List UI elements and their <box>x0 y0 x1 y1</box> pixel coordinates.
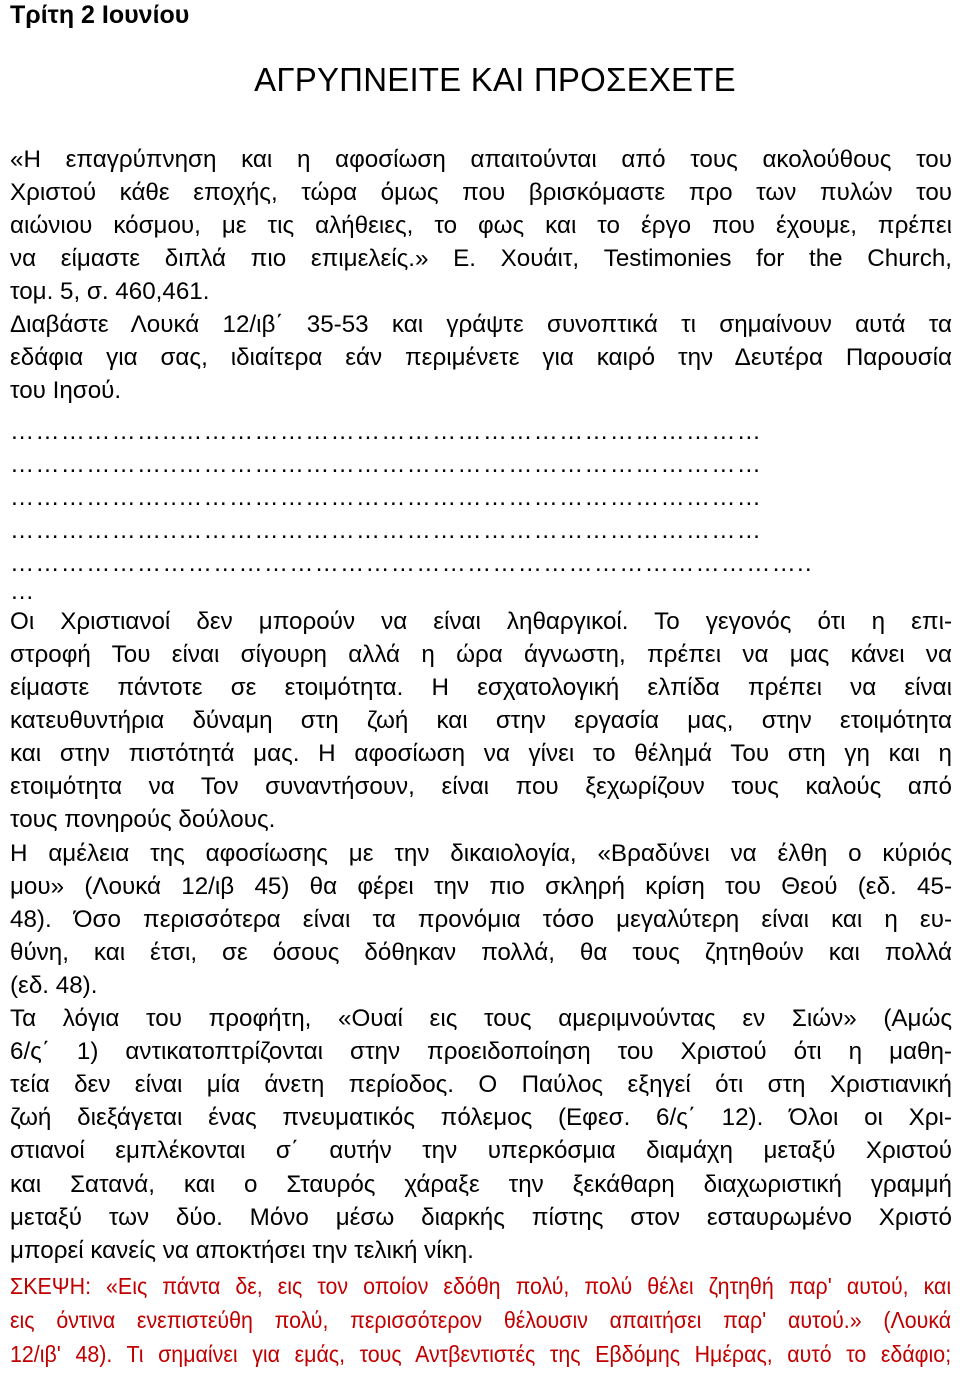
thought-line: ΣΚΕΨΗ: «Εις πάντα δε, εις τον οποίον εδόθη πολύ, πολύ θέλει ζητηθή παρ' αυτού, και <box>10 1273 952 1299</box>
answer-line[interactable]: … <box>10 578 36 605</box>
task-line: Διαβάστε Λουκά 12/ιβ΄ 35-53 και γράψτε συνοπτικά τι σημαίνουν αυτά τα <box>10 311 952 338</box>
body-line: Οι Χριστιανοί δεν μπορούν να είναι ληθαργικοί. Το γεγονός ότι η επι- <box>10 608 952 635</box>
answer-line[interactable]: ………………..…………………………………………………………… <box>10 451 763 478</box>
thought-line: 12/ιβ' 48). Τι σημαίνει για εμάς, τους Αντβεντιστές της Εβδόμης Ημέρας, αυτό το εδάφιο; <box>10 1341 952 1367</box>
body-line: τους πονηρούς δούλους. <box>10 806 276 833</box>
answer-line[interactable]: ………………..…………………………………………………………… <box>10 484 763 511</box>
page-title: ΑΓΡΥΠΝΕΙΤΕ ΚΑΙ ΠΡΟΣΕΧΕΤΕ <box>254 61 736 98</box>
body-line: μεταξύ των δύο. Μόνο μέσω διαρκής πίστης στον εσταυρωμένο Χριστό <box>10 1204 952 1231</box>
body-line: στιανοί εμπλέκονται σ΄ αυτήν την υπερκόσμια διαμάχη μεταξύ Χριστού <box>10 1137 952 1164</box>
body-line: μου» (Λουκά 12/ιβ 45) θα φέρει την πιο σκληρή κρίση του Θεού (εδ. 45- <box>10 873 952 900</box>
body-line: 6/ς΄ 1) αντικατοπτρίζονται στην προειδοποίηση του Χριστού ότι η μαθη- <box>10 1038 952 1065</box>
task-line: εδάφια για σας, ιδιαίτερα εάν περιμένετε για καιρό την Δευτέρα Παρουσία <box>10 344 952 371</box>
intro-line: «Η επαγρύπνηση και η αφοσίωση απαιτούνται από τους ακολούθους του <box>10 146 952 173</box>
body-line: και Σατανά, και ο Σταυρός χάραξε την ξεκάθαρη διαχωριστική γραμμή <box>10 1171 952 1198</box>
intro-line: τομ. 5, σ. 460,461. <box>10 278 210 305</box>
answer-line[interactable]: ………………..…………………………………………………………… <box>10 517 763 544</box>
body-line: 48). Όσο περισσότερα είναι τα προνόμια τόσο μεγαλύτερη είναι και η ευ- <box>10 906 952 933</box>
body-line: ζωή διεξάγεται ένας πνευματικός πόλεμος (Εφεσ. 6/ς΄ 12). Όλοι οι Χρι- <box>10 1104 952 1131</box>
intro-line: αιώνιου κόσμου, με τις αλήθειες, το φως και το έργο που έχουμε, πρέπει <box>10 212 952 239</box>
task-line: του Ιησού. <box>10 377 122 404</box>
body-line: Τα λόγια του προφήτη, «Ουαί εις τους αμεριμνούντας εν Σιών» (Αμώς <box>10 1005 952 1032</box>
body-line: θύνη, και έτσι, σε όσους δόθηκαν πολλά, θα τους ζητηθούν και πολλά <box>10 939 952 966</box>
body-line: κατευθυντήρια δύναμη στη ζωή και στην εργασία μας, στην ετοιμότητα <box>10 707 952 734</box>
body-line: ετοιμότητα να Τον συναντήσουν, είναι που ξεχωρίζουν τους καλούς από <box>10 773 952 800</box>
body-line: (εδ. 48). <box>10 972 98 999</box>
answer-line[interactable]: ………………..…………………………………………………………… <box>10 418 763 445</box>
page-date: Τρίτη 2 Ιουνίου <box>10 1 190 29</box>
body-line: τεία δεν είναι μία άνετη περίοδος. Ο Παύλος εξηγεί ότι στη Χριστιανική <box>10 1071 952 1098</box>
body-line: Η αμέλεια της αφοσίωσης με την δικαιολογία, «Βραδύνει να έλθη ο κύριός <box>10 840 952 867</box>
answer-line[interactable]: ………………………………………………………………………………….. <box>10 550 813 577</box>
thought-line: εις όντινα ενεπιστεύθη πολύ, περισσότερον θέλουσιν απαιτήσει παρ' αυτού.» (Λουκά <box>10 1307 952 1333</box>
body-line: είμαστε πάντοτε σε ετοιμότητα. Η εσχατολογική ελπίδα πρέπει να είναι <box>10 674 952 701</box>
body-line: και στην πιστότητά μας. Η αφοσίωση να γίνει το θέλημά Του στη γη και η <box>10 740 952 767</box>
body-line: στροφή Του είναι σίγουρη αλλά η ώρα άγνωστη, πρέπει να μας κάνει να <box>10 641 952 668</box>
intro-line: να είμαστε διπλά πιο επιμελείς.» Ε. Χουάιτ, Testimonies for the Church, <box>10 245 952 272</box>
body-line: μπορεί κανείς να αποκτήσει την τελική νίκη. <box>10 1237 474 1264</box>
intro-line: Χριστού κάθε εποχής, τώρα όμως που βρισκόμαστε προ των πυλών του <box>10 179 952 206</box>
